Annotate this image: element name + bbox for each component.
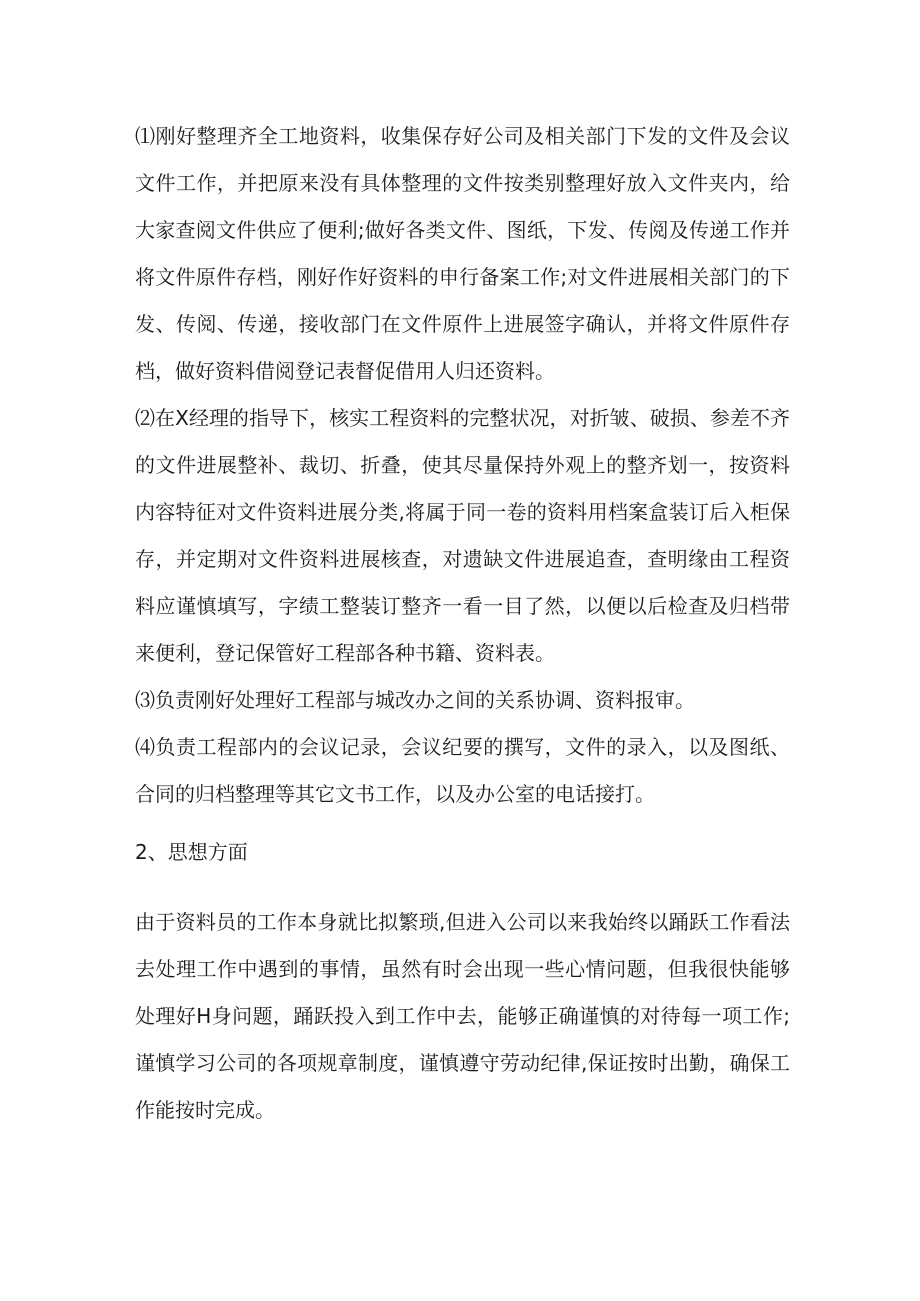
paragraph-item-2: ⑵在X经理的指导下，核实工程资料的完整状况，对折皱、破损、参差不齐的文件进展整补、裁切、折叠，使其尽量保持外观上的整齐划一，按资料内容特征对文件资料进展分类,将属于同一卷的资料用档案盒装订后入柜保存，并定期对文件资料进展核查，对遗缺文件进展追查，查明缘由工程资料应谨慎填写，字绩工整装订整齐一看一目了然，以便以后检查及归档带来便利，登记保管好工程部各种书籍、资料表。 [135,406,790,665]
paragraph-item-3: ⑶负责刚好处理好工程部与城改办之间的关系协调、资料报审。 [135,688,695,712]
closing-paragraph: 由于资料员的工作本身就比拟繁琐,但进入公司以来我始终以踊跃工作看法去处理工作中遇到的事情，虽然有时会出现一些心情问题，但我很快能够处理好H身问题，踊跃投入到工作中去，能够正确谨慎的对待每一项工作;谨慎学习公司的各项规章制度，谨慎遵守劳动纪律,保证按时出勤，确保工作能按时完成。 [135,910,790,1122]
section-heading: 2、思想方面 [135,840,248,864]
paragraph-item-1: ⑴刚好整理齐全工地资料，收集保存好公司及相关部门下发的文件及会议文件工作，并把原来没有具体整理的文件按类别整理好放入文件夹内，给大家查阅文件供应了便利;做好各类文件、图纸，下发、传阅及传递工作并将文件原件存档，刚好作好资料的申行备案工作;对文件进展相关部门的下发、传阅、传递，接收部门在文件原件上进展签字确认，并将文件原件存档，做好资料借阅登记表督促借用人归还资料。 [135,124,790,383]
document-body [135,113,790,1134]
paragraph-item-4: ⑷负责工程部内的会议记录，会议纪要的撰写，文件的录入，以及图纸、合同的归档整理等其它文书工作，以及办公室的电话接打。 [135,735,790,806]
